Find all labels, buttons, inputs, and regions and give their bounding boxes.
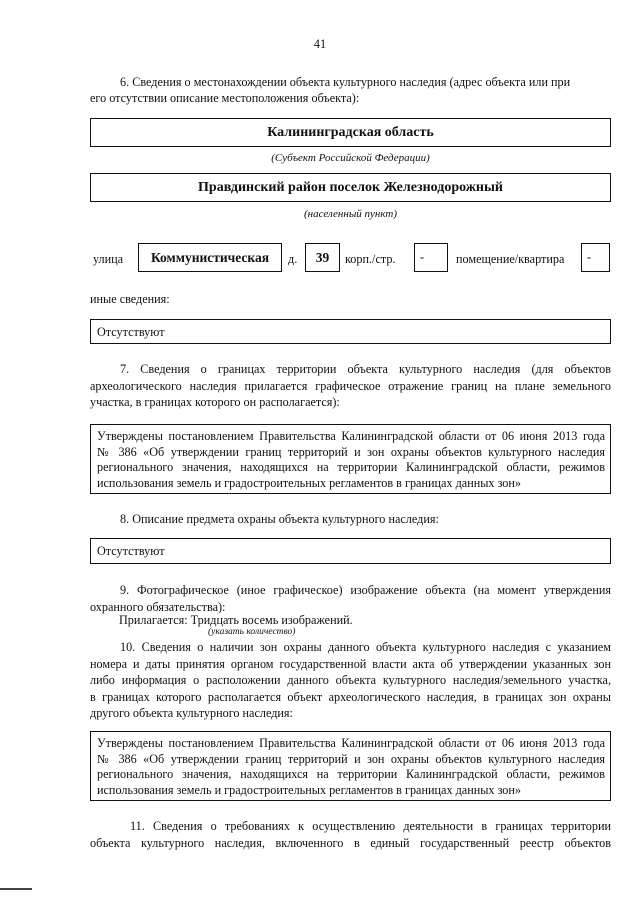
section-7-line: археологического наследия прилагается графическое отражение границ на плане земельного xyxy=(90,378,611,393)
building-box xyxy=(414,243,448,272)
section-9-attached-caption: (указать количество) xyxy=(208,627,296,637)
locality-value: Правдинский район поселок Железнодорожный xyxy=(198,180,503,195)
section-10-line: другого объекта культурного наследия: xyxy=(90,706,293,720)
region-box xyxy=(90,118,611,147)
section-7-line: участка, в границах которого он располагается): xyxy=(90,395,340,409)
section-9-line: 9. Фотографическое (иное графическое) изображение объекта (на момент утверждения xyxy=(120,583,611,597)
section-9-attached: Прилагается: Тридцать восемь изображений. xyxy=(119,613,353,627)
street-box xyxy=(138,243,282,272)
section-6-heading: 6. Сведения о местонахождении объекта культурного наследия (адрес объекта или при xyxy=(120,75,571,89)
other-info-label: иные сведения: xyxy=(90,292,170,306)
section-9-text xyxy=(90,582,611,615)
apartment-box xyxy=(581,243,610,272)
section-7-line: 7. Сведения о границах территории объекта культурного наследия (для объектов xyxy=(120,362,611,376)
section-10-box-text xyxy=(91,732,610,798)
box-line: Утверждены постановлением Правительства Калининградской области от 06 июня 2013 года xyxy=(97,736,605,750)
section-7-box xyxy=(90,424,611,494)
box-line: № 386 «Об утверждении границ территорий и зон охраны объектов культурного наследия xyxy=(97,444,605,459)
section-11-line: объекта культурного наследия, включенного в единый государственный реестр объектов xyxy=(90,835,611,850)
section-8-value: Отсутствуют xyxy=(97,544,165,558)
box-line: регионального значения, находящихся на территории Калининградской области, режимов xyxy=(97,460,605,474)
page-edge-mark xyxy=(0,888,32,890)
section-10-line: в границах которого располагается объект археологического наследия, в границах зон охраны xyxy=(90,689,611,704)
section-8-box xyxy=(90,538,611,564)
building-value: - xyxy=(420,250,424,264)
house-label: д. xyxy=(288,252,298,266)
building-label: корп./стр. xyxy=(345,252,396,266)
box-line: Утверждены постановлением Правительства Калининградской области от 06 июня 2013 года xyxy=(97,429,605,443)
locality-box xyxy=(90,173,611,202)
section-7-text xyxy=(90,361,611,411)
house-box xyxy=(305,243,340,272)
locality-caption: (населенный пункт) xyxy=(304,208,397,220)
house-value: 39 xyxy=(315,250,330,265)
apartment-label: помещение/квартира xyxy=(456,252,565,266)
street-value: Коммунистическая xyxy=(150,250,270,265)
section-10-text xyxy=(90,639,611,722)
apartment-value: - xyxy=(587,250,591,264)
section-10-line: 10. Сведения о наличии зон охраны данного объекта культурного наследия с указанием xyxy=(120,640,611,654)
section-8-heading: 8. Описание предмета охраны объекта культурного наследия: xyxy=(120,512,439,526)
section-10-line: либо информация о расположении данного объекта культурного наследия/земельного участка, xyxy=(90,673,611,687)
section-9-line: охранного обязательства): xyxy=(90,599,226,614)
box-line: № 386 «Об утверждении границ территорий и зон охраны объектов культурного наследия xyxy=(97,751,605,766)
section-7-box-text xyxy=(91,425,610,491)
box-line: использования земель и градостроительных регламентов в границах данных зон» xyxy=(97,475,522,490)
section-10-box xyxy=(90,731,611,801)
region-value: Калининградская область xyxy=(267,125,434,140)
region-caption: (Субъект Российской Федерации) xyxy=(271,152,430,164)
other-info-box xyxy=(90,319,611,344)
box-line: регионального значения, находящихся на территории Калининградской области, режимов xyxy=(97,767,605,781)
box-line: использования земель и градостроительных регламентов в границах данных зон» xyxy=(97,782,522,797)
section-6-heading-cont: его отсутствии описание местоположения объекта): xyxy=(90,91,360,105)
section-10-line: номера и даты принятия органом государственной власти акта об утверждении указанных зон xyxy=(90,656,611,671)
section-11-text xyxy=(90,818,611,851)
street-label: улица xyxy=(93,252,124,266)
page-number: 41 xyxy=(313,37,327,51)
section-11-line: 11. Сведения о требованиях к осуществлению деятельности в границах территории xyxy=(130,819,611,833)
other-info-value: Отсутствуют xyxy=(97,325,165,339)
